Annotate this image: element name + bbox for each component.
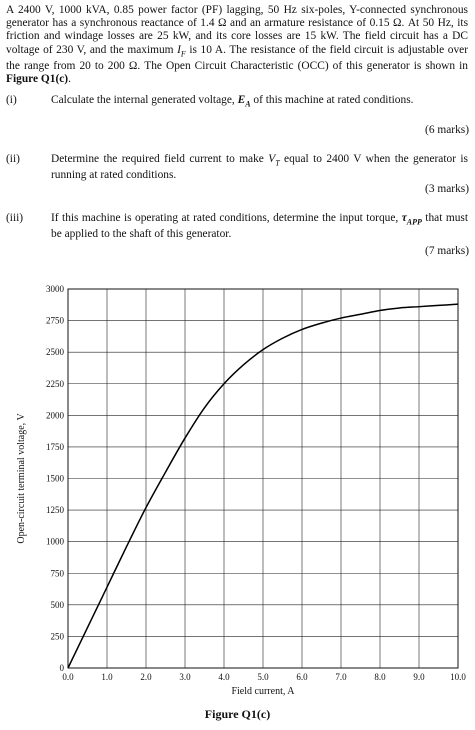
question-subscript: APP xyxy=(406,217,422,227)
figure-reference: Figure Q1(c) xyxy=(6,73,69,86)
y-tick-label: 1000 xyxy=(46,536,64,547)
y-tick-label: 250 xyxy=(50,631,64,642)
question-subscript: T xyxy=(275,158,280,168)
y-tick-label: 3000 xyxy=(46,284,64,294)
y-tick-label: 500 xyxy=(50,599,64,610)
marks-i: (6 marks) xyxy=(425,124,469,136)
ifmax-subscript: F xyxy=(180,48,186,58)
question-number: (iii) xyxy=(6,212,24,224)
intro-text-2: is 10 A. The resistance of the field circuit is adjustable over the range from 20 to 200 Ω. The Open Circuit Characteristic (OCC) of this generator is shown in xyxy=(6,43,468,73)
x-tick-label: 6.0 xyxy=(296,672,308,682)
y-tick-label: 2000 xyxy=(46,410,64,421)
question-text-b: equal to 2400 V when the generator is running at rated conditions. xyxy=(51,153,468,182)
question-text-a: Determine the required field current to make xyxy=(51,153,269,165)
y-tick-label: 2250 xyxy=(46,378,64,389)
marks-iii: (7 marks) xyxy=(425,245,469,257)
occ-chart xyxy=(0,280,475,705)
x-tick-label: 2.0 xyxy=(140,672,152,682)
x-tick-label: 4.0 xyxy=(218,672,230,682)
intro-text-1: A 2400 V, 1000 kVA, 0.85 power factor (PF) lagging, 50 Hz six-poles, Y-connected synchronous generator has a synchronous reactance of 1.4 Ω and an armature resistance of 0.15 Ω. At 50 Hz, its friction and windage losses are 25 kW, and its core losses are 15 kW. The field circuit has a DC voltage of 230 V, and the maximum xyxy=(6,4,468,56)
question-text-a: If this machine is operating at rated conditions, determine the input torque, xyxy=(51,212,402,224)
y-tick-label: 0 xyxy=(59,663,64,673)
problem-statement xyxy=(6,4,468,87)
question-text-b: of this machine at rated conditions. xyxy=(250,94,414,106)
question-number: (ii) xyxy=(6,153,20,165)
x-tick-label: 1.0 xyxy=(101,672,113,682)
question-text-b: that must be applied to the shaft of this generator. xyxy=(51,212,468,241)
x-tick-label: 3.0 xyxy=(179,672,191,682)
marks-ii: (3 marks) xyxy=(425,183,469,195)
x-axis-label: Field current, A xyxy=(231,686,295,697)
question-subscript: A xyxy=(245,99,251,109)
y-tick-label: 750 xyxy=(50,568,64,579)
question-symbol: V xyxy=(268,153,276,165)
figure-caption: Figure Q1(c) xyxy=(204,707,271,721)
question-text xyxy=(51,153,468,183)
question-number: (i) xyxy=(6,94,17,106)
x-tick-label: 0.0 xyxy=(62,672,74,682)
intro-end: . xyxy=(68,73,71,86)
x-tick-label: 5.0 xyxy=(257,672,269,682)
y-tick-label: 1250 xyxy=(46,505,64,516)
y-tick-label: 2500 xyxy=(46,347,64,358)
ifmax-symbol: I xyxy=(177,43,181,56)
question-text-a: Calculate the internal generated voltage, xyxy=(51,94,238,106)
y-axis-label: Open-circuit terminal voltage, V xyxy=(16,413,27,544)
x-tick-label: 10.0 xyxy=(450,672,466,682)
y-tick-label: 1500 xyxy=(46,473,64,484)
question-symbol: E xyxy=(237,94,246,106)
y-tick-label: 2750 xyxy=(46,315,64,326)
y-tick-label: 1750 xyxy=(46,441,64,452)
question-text xyxy=(51,212,468,242)
question-text xyxy=(51,94,468,110)
x-tick-label: 8.0 xyxy=(374,672,386,682)
question-symbol: τ xyxy=(401,212,407,224)
x-tick-label: 7.0 xyxy=(335,672,347,682)
x-tick-label: 9.0 xyxy=(413,672,425,682)
